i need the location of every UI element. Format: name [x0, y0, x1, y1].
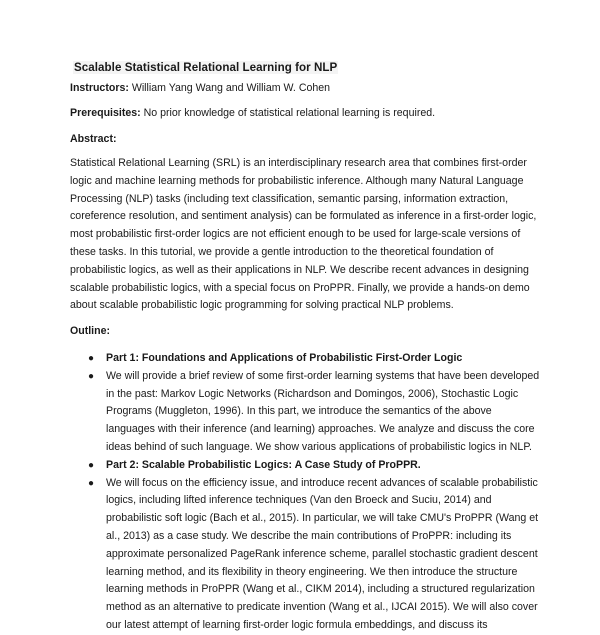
bullet-icon: ● — [88, 477, 95, 489]
outline-item-line: languages with their inference (and learning) approaches. We analyze and discuss the core — [106, 423, 535, 436]
outline-item-line: We will provide a brief review of some first-order learning systems that have been developed — [106, 369, 540, 382]
abstract-line: Statistical Relational Learning (SRL) is an interdisciplinary research area that combines first-order — [70, 157, 527, 169]
outline-item-line: in the past: Markov Logic Networks (Richardson and Domingos, 2006), Stochastic Logic — [106, 387, 519, 400]
document-title: Scalable Statistical Relational Learning for NLP — [74, 61, 338, 74]
outline-item-line: method as an alternative to predicate invention (Wang et al., IJCAI 2015). We will also cover — [106, 601, 538, 614]
abstract-line: scalable probabilistic logics, with a special focus on ProPPR. Finally, we provide a hands-on demo — [70, 281, 530, 294]
abstract-line: coreference resolution, and sentiment analysis) can be formulated as inference in a first-order logic, — [70, 210, 537, 223]
abstract-line: about scalable probabilistic logic programming for solving practical NLP problems. — [70, 299, 454, 312]
bullet-icon: ● — [88, 370, 95, 382]
abstract-line: most probabilistic first-order logics are not efficient enough to be used for large-scale versions of — [70, 228, 521, 241]
bullet-icon: ● — [88, 353, 95, 364]
prerequisites-line — [70, 107, 435, 119]
outline-item-line: approximate personalized PageRank inference scheme, parallel stochastic gradient descent — [106, 547, 538, 560]
bullet-icon: ● — [88, 459, 95, 471]
outline-item-line: our latest attempt of learning first-order logic formula embeddings, and discuss its — [106, 618, 488, 631]
outline-item-line: We will focus on the efficiency issue, and introduce recent advances of scalable probabilistic — [106, 476, 538, 489]
prerequisites-value: No prior knowledge of statistical relational learning is required. — [140, 107, 436, 119]
abstract-line: probabilistic logics, as well as their applications in NLP. We describe recent advances in designing — [70, 263, 529, 276]
outline-part-heading: Part 2: Scalable Probabilistic Logics: A Case Study of ProPPR. — [106, 458, 421, 471]
outline-part-heading: Part 1: Foundations and Applications of Probabilistic First-Order Logic — [106, 352, 463, 364]
outline-item-line: logics, including lifted inference techniques (Van den Broeck and Suciu, 2014) and — [106, 494, 492, 507]
outline-item — [70, 457, 550, 475]
outline-item-line: Programs (Muggleton, 1996). In this part, we introduce the semantics of the above — [106, 405, 492, 418]
outline-item-line: learning methods in ProPPR (Wang et al., CIKM 2014), including a structured regularization — [106, 583, 535, 596]
outline-item-line: al., 2013) as a case study. We describe the main contributions of ProPPR: including its — [106, 529, 512, 542]
outline-item — [70, 475, 550, 635]
prerequisites-label: Prerequisites: — [70, 107, 141, 119]
instructors-label: Instructors: — [70, 82, 129, 94]
outline-item-line: probabilistic soft logic (Bach et al., 2015). In particular, we will take CMU's ProPPR (Wang et — [106, 512, 539, 525]
outline-list — [70, 350, 550, 635]
abstract-paragraph — [70, 155, 540, 315]
outline-item — [70, 350, 550, 368]
outline-item — [70, 368, 550, 457]
outline-item-line: ideas behind of such language. We show various applications of probabilistic logics in NLP. — [106, 440, 532, 453]
abstract-line: Processing (NLP) tasks (including text classification, semantic parsing, information extraction, — [70, 192, 509, 205]
abstract-line: logic and machine learning methods for probabilistic inference. Although many Natural Language — [70, 174, 524, 187]
outline-item-line: learning method, and its flexibility in theory engineering. We then introduce the structure — [106, 565, 518, 578]
instructors-value: William Yang Wang and William W. Cohen — [128, 82, 331, 94]
abstract-heading: Abstract: — [70, 133, 117, 145]
instructors-line — [70, 82, 330, 94]
outline-heading: Outline: — [70, 325, 111, 337]
abstract-line: these tasks. In this tutorial, we provide a gentle introduction to the theoretical foundation of — [70, 245, 494, 258]
